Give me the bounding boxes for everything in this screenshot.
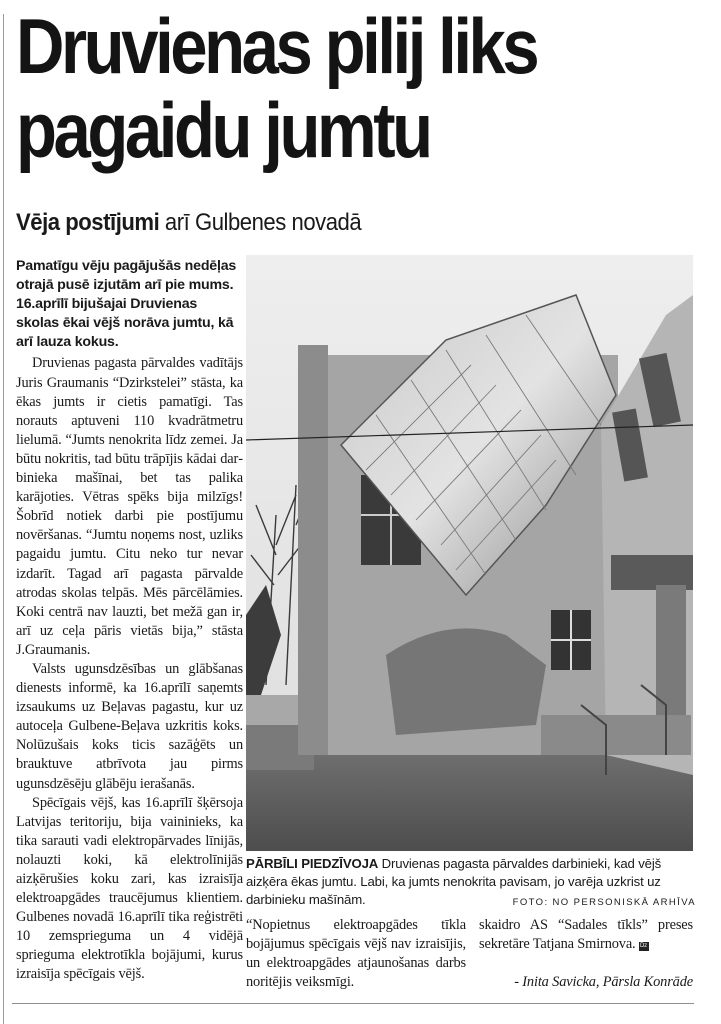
article-photo xyxy=(246,255,693,851)
byline: - Inita Savicka, Pārsla Konrāde xyxy=(514,974,693,991)
lead-paragraph: Pamatīgu vēju pagājušās nedēļas otrajā pusē izjutām arī pie mums. 16.aprīlī bijušajai Druvienas skolas ēkai vējš norāva jumtu, kā arī lauza kokus. xyxy=(16,258,237,351)
headline-line-1: Druvienas pilij liks xyxy=(16,2,537,90)
page-left-border xyxy=(3,14,4,1024)
text-column-1 xyxy=(16,257,243,985)
body-paragraph: Druvienas pagasta pārvaldes vadītājs Juris Graumanis “Dzirkstelei” stāsta, ka ēkas jumts ir cietis pamatīgi. Tas norauts aptuveni 110 kvadrātmetru lielumā. “Jumts nenokrita līdz zemei. Ja būtu nokritis, tad būtu trāpījis kādai darbinieka mašīnai, bet tas palika karājoties. Vētras spēks bija milzīgs! Šobrīd notiek darbi pie postījumu novēršanas. “Jumtu noņems nost, uzliks pagaidu jumtu. Citu neko tur nevar izdarīt. Tagad arī pagasta pārvalde atrodas skolas telpās. Mēs pārcēlāmies. Koki centrā nav lauzti, bet mežā gan ir, arī uz ceļa pāris vietās bija,” stāsta J.Graumanis. xyxy=(16,355,243,658)
quote-attribution: skaidro AS “Sadales tīkls” preses sekretāre Tatjana Smirnova. xyxy=(479,917,693,953)
body-paragraph: Valsts ugunsdzēsības un glābšanas dienests informē, ka 16.aprīlī saņemts izsaukums uz Beļavas pagastu, kur uz autoceļa Gulbene-Beļava uzkritis koks. Nolūzušais koks ticis sazāģēts un brauktuve atbrīvota jau pirms ugunsdzēsēju glābēju ierašanās. xyxy=(16,660,243,792)
bottom-divider xyxy=(12,1003,694,1004)
damaged-roof-photo-icon xyxy=(246,255,693,851)
photo-credit: FOTO: NO PERSONISKĀ ARHĪVA xyxy=(512,897,696,909)
subhead-bold: Vēja postījumi xyxy=(16,209,160,236)
text-column-2: “Nopietnus elektroapgādes tīkla bojājumus spēcīgais vējš nav izraisījis, un elektroapgādes atjaunošanas darbs noritējis veiksmīgi. xyxy=(246,917,466,991)
body-paragraph: Spēcīgais vējš, kas 16.aprīlī šķērsoja Latvijas teritoriju, bija vaininieks, ka tika sarauti vadi elektropārvades līnijās, nolauzti koki, kā elektrolīnijās aizķērušies koku zari, kas izraisīja elektroapgādes traucējumus klientiem. Gulbenes novadā 16.aprīlī tika reģistrēti 10 zemsprieguma un 4 vidējā sprieguma elektrotīkla bojājumi, kurus izraisīja spēcīgais vējš. xyxy=(16,794,243,983)
subheadline xyxy=(16,208,361,238)
caption-text: Druvienas pagasta pārvaldes darbinieki, kad vējš aizķēra ēkas jumtu. Labi, ka jumts nenokrita pavisam, jo varēja uzkrist uz darbinieku mašīnām. xyxy=(246,856,662,908)
headline-line-2: pagaidu jumtu xyxy=(16,86,430,174)
dzirkstele-logo-icon: Dz xyxy=(639,943,648,950)
text-column-3 xyxy=(479,916,693,992)
caption-title: PĀRBĪLI PIEDZĪVOJA xyxy=(246,856,379,871)
subhead-light: arī Gulbenes novadā xyxy=(159,209,362,236)
photo-caption xyxy=(246,855,696,913)
headline xyxy=(16,4,609,172)
